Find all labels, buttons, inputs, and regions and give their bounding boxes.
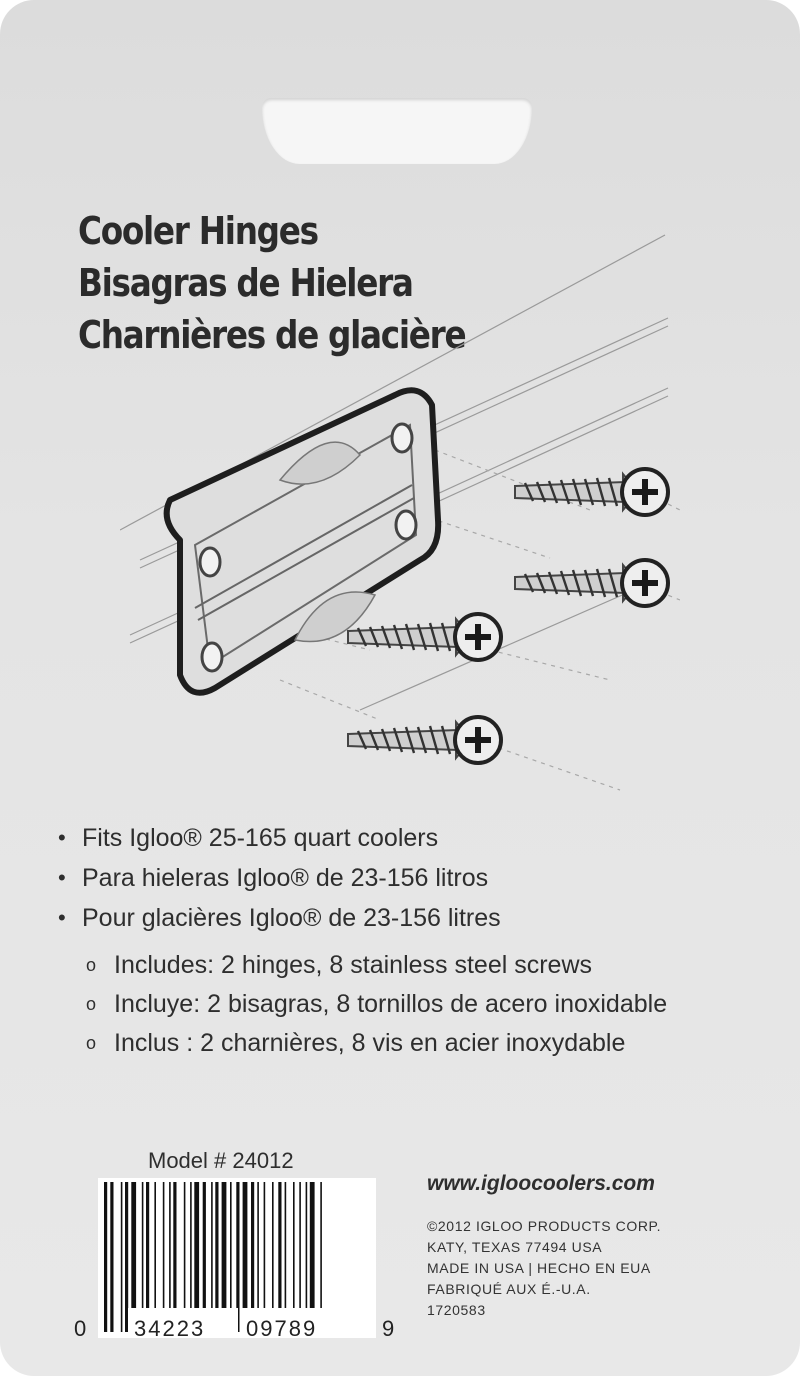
barcode xyxy=(60,1178,400,1338)
bullet-text: Para hieleras Igloo® de 23-156 litros xyxy=(82,864,489,892)
website-link: www.igloocoolers.com xyxy=(427,1172,655,1195)
screw-icon xyxy=(515,560,668,606)
bullet-text: Pour glacières Igloo® de 23-156 litres xyxy=(82,904,501,932)
sub-list-item: o Inclus : 2 charnières, 8 vis en acier inoxydable xyxy=(58,1024,788,1063)
title-french: Charnières de glacière xyxy=(78,313,466,357)
sub-list-item: o Includes: 2 hinges, 8 stainless steel screws xyxy=(58,946,788,985)
company-line: MADE IN USA | HECHO EN EUA xyxy=(427,1260,651,1276)
barcode-bar xyxy=(121,1182,123,1332)
bullet-text: Fits Igloo® 25-165 quart coolers xyxy=(82,824,439,852)
list-item: • Fits Igloo® 25-165 quart coolers xyxy=(58,818,788,858)
sub-bullet-text: Incluye: 2 bisagras, 8 tornillos de acero inoxidable xyxy=(114,990,668,1018)
barcode-bar xyxy=(104,1182,107,1332)
company-info xyxy=(427,1216,661,1321)
company-line: 1720583 xyxy=(427,1302,486,1318)
sub-list-item: o Incluye: 2 bisagras, 8 tornillos de acero inoxidable xyxy=(58,985,788,1024)
barcode-right-group: 09789 xyxy=(246,1316,318,1338)
screw-icon xyxy=(348,717,501,763)
sub-bullet-text: Includes: 2 hinges, 8 stainless steel screws xyxy=(114,951,593,979)
company-line: FABRIQUÉ AUX É.-U.A. xyxy=(427,1281,591,1297)
hinge-illustration xyxy=(120,220,680,820)
model-number: Model # 24012 xyxy=(148,1148,294,1173)
title-english: Cooler Hinges xyxy=(78,209,318,253)
barcode-last-digit: 9 xyxy=(382,1316,395,1338)
barcode-bar xyxy=(125,1182,128,1332)
title-spanish: Bisagras de Hielera xyxy=(78,261,413,305)
barcode-left-group: 34223 xyxy=(134,1316,206,1338)
screw-icon xyxy=(515,469,668,515)
hinge-plate xyxy=(167,390,439,692)
screw-icon xyxy=(348,614,501,660)
feature-list xyxy=(58,818,788,1063)
list-item: • Pour glacières Igloo® de 23-156 litres xyxy=(58,898,788,938)
barcode-first-digit: 0 xyxy=(74,1316,87,1338)
company-line: ©2012 IGLOO PRODUCTS CORP. xyxy=(427,1218,662,1234)
sub-bullet-text: Inclus : 2 charnières, 8 vis en acier inoxydable xyxy=(114,1029,626,1057)
company-line: KATY, TEXAS 77494 USA xyxy=(427,1239,603,1255)
list-item: • Para hieleras Igloo® de 23-156 litros xyxy=(58,858,788,898)
hang-hole xyxy=(262,98,532,164)
barcode-bar xyxy=(110,1182,113,1332)
